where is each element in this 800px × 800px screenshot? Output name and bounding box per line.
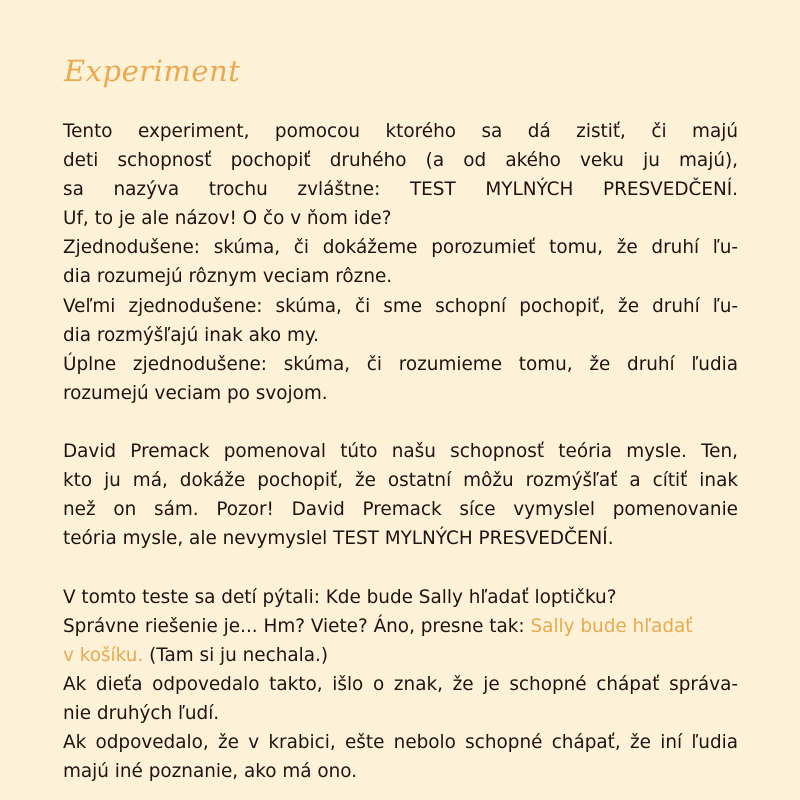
text-line: sa nazýva trochu zvláštne: TEST MYLNÝCH PRESVEDČENÍ. [63, 179, 738, 201]
page-heading: Experiment [64, 54, 241, 88]
answer-note-text: (Tam si ju nechala.) [143, 644, 329, 666]
text-line: rozumejú veciam po svojom. [63, 382, 328, 404]
text-line: než on sám. Pozor! David Premack síce vymyslel pomenovanie [63, 499, 738, 521]
text-line: Uf, to je ale názov! O čo v ňom ide? [63, 208, 392, 230]
text-line: Zjednodušene: skúma, či dokážeme porozumieť tomu, že druhí ľu- [63, 237, 738, 259]
paragraph-1 [63, 117, 738, 408]
text-line: nie druhých ľudí. [63, 702, 220, 724]
highlighted-answer: v košíku. [63, 644, 144, 666]
text-line: Úplne zjednodušene: skúma, či rozumieme tomu, že druhí ľudia [63, 353, 738, 375]
paragraph-gap [63, 408, 738, 437]
text-line-with-highlight [63, 612, 738, 641]
paragraph-gap [63, 553, 738, 582]
text-line: Ak odpovedalo, že v krabici, ešte nebolo schopné chápať, že iní ľudia [63, 731, 738, 753]
text-line: dia rozmýšľajú inak ako my. [63, 324, 320, 346]
text-line: Veľmi zjednodušene: skúma, či sme schopní pochopiť, že druhí ľu- [63, 295, 738, 317]
text-line: teória mysle, ale nevymyslel TEST MYLNÝCH PRESVEDČENÍ. [63, 528, 614, 550]
text-line: deti schopnosť pochopiť druhého (a od akého veku ju majú), [63, 150, 738, 172]
highlighted-answer: Sally bude hľadať [530, 615, 693, 637]
text-line: David Premack pomenoval túto našu schopnosť teória mysle. Ten, [63, 441, 738, 463]
text-line: kto ju má, dokáže pochopiť, že ostatní môžu rozmýšľať a cítiť inak [63, 470, 738, 492]
text-line: dia rozumejú rôznym veciam rôzne. [63, 266, 393, 288]
text-line: Ak dieťa odpovedalo takto, išlo o znak, že je schopné chápať správa- [63, 673, 738, 695]
body-text [63, 117, 738, 786]
text-line-with-highlight [63, 641, 738, 670]
answer-intro-text: Správne riešenie je... Hm? Viete? Áno, presne tak: [63, 615, 531, 637]
text-line: Tento experiment, pomocou ktorého sa dá zistiť, či majú [63, 121, 738, 142]
paragraph-3 [63, 583, 738, 787]
text-line: majú iné poznanie, ako má ono. [63, 761, 358, 783]
paragraph-2 [63, 437, 738, 553]
text-line: V tomto teste sa detí pýtali: Kde bude Sally hľadať loptičku? [63, 586, 617, 608]
